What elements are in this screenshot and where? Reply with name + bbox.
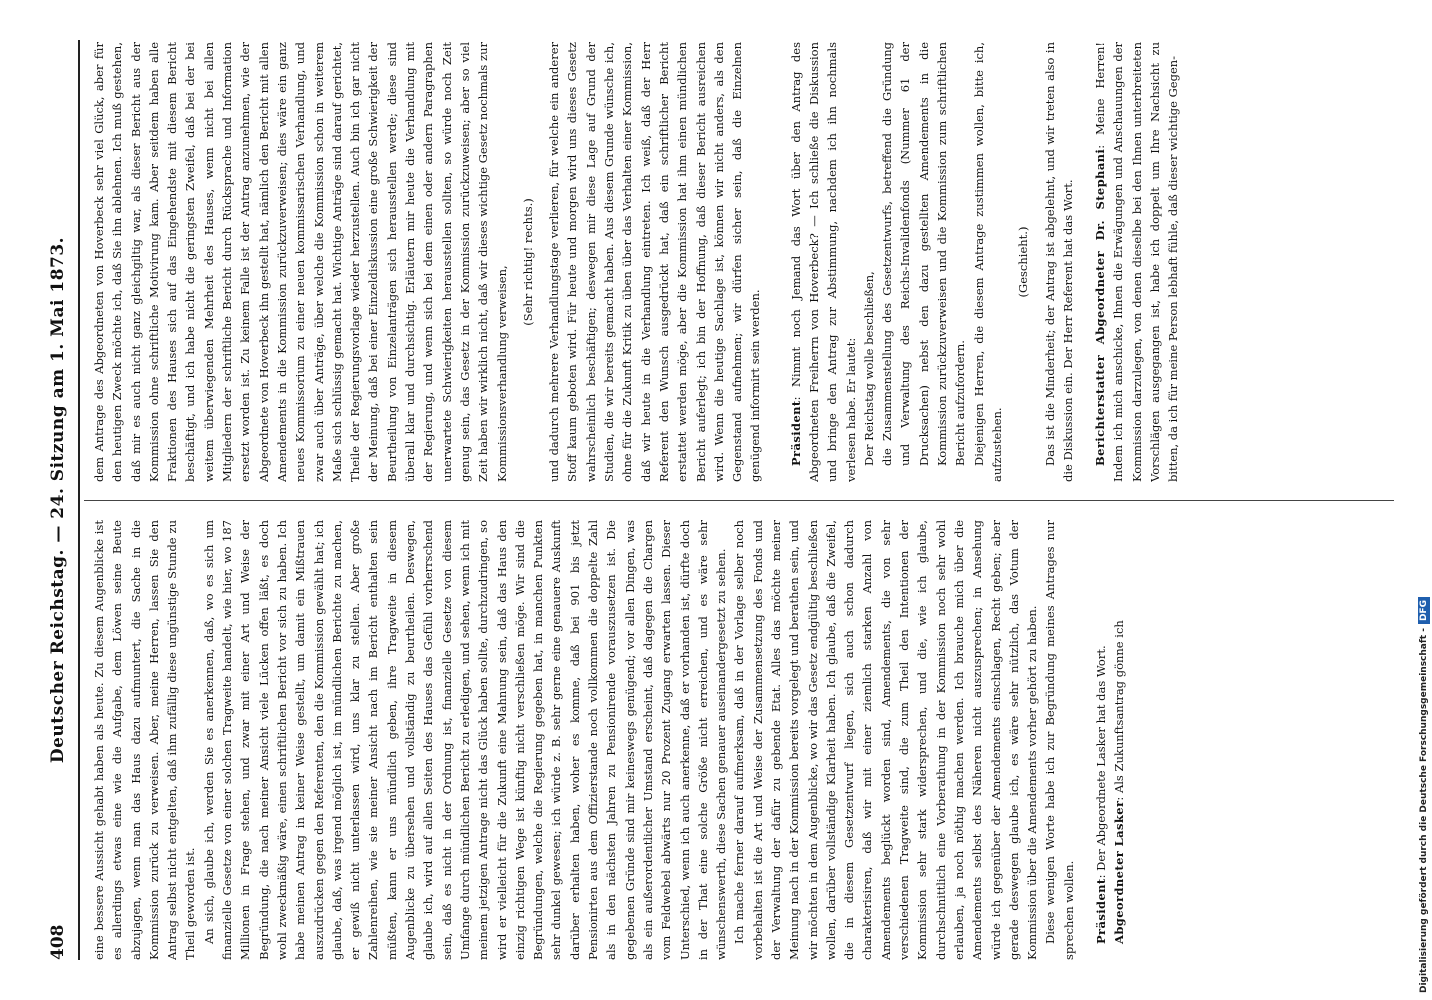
speech-text: : Der Abgeordnete Lasker hat das Wort. — [1094, 645, 1109, 879]
interjection: (Sehr richtig! rechts.) — [520, 198, 535, 326]
column-divider — [84, 500, 1394, 501]
speaker-name: Abgeordneter Lasker — [1112, 800, 1127, 944]
credit-text-wrapper — [1418, 8, 1430, 993]
speaker-paragraph — [1091, 42, 1182, 482]
paragraph: An sich, glaube ich, werden Sie es anerkennen, daß, wo es sich um finanzielle Gesetze von einer solchen Tragweite handelt, wie hier, wo 187 Millionen in Frage stehen, und zwar mit einer Art und Weise der Begründung, die nach meiner Ansicht viele Lücken offen läßt, es doch wohl zweckmäßig wäre, einen schriftlichen Bericht vor sich zu haben. Ich habe meinen Antrag in keiner Weise gestellt, um damit ein Mißtrauen auszudrücken gegen den Referenten, den die Kommission gewählt hat; ich glaube, daß, was irgend möglich ist, im mündlichen Berichte zu machen, er gewiß nicht unterlassen wird, uns klar zu stellen. Aber große Zahlenreihen, wie sie meiner Ansicht nach im Bericht enthalten sein müßten, kann er uns mündlich geben, ihre Tragweite in diesem Augenblicke zu übersehen und vollständig zu beurtheilen. Deswegen, glaube ich, wird auf allen Seiten des Hauses das Gefühl vorherrschend sein, daß es nicht in der Ordnung ist, finanzielle Gesetze von diesem Umfange durch mündlichen Bericht zu erledigen, und sehen, wenn ich mit meinem jetzigen Antrage nicht das Glück haben sollte, durchzudringen, so wird er vielleicht für die Zukunft eine Mahnung sein, daß das Haus den einzig richtigen Wege ist künftig nicht verschließen möge. Wir sind die Begründungen, welche die Regierung gegeben hat, in manchen Punkten sehr dunkel gewesen; ich würde z. B. sehr gerne eine genauere Auskunft darüber erhalten haben, woher es komme, daß bei 901 bis jetzt Pensionirten aus dem Offizierstande noch vollkommen die doppelte Zahl als in den nächsten Jahren zu Pensionirende vorauszusetzen ist. Die gegebenen Gründe sind mir keineswegs genügend; vor allen Dingen, was als ein außerordentlicher Umstand erscheint, daß dagegen die Chargen vom Feldwebel abwärts nur 20 Prozent Zugang erwarten lassen. Dieser Unterschied, wenn ich auch anerkenne, daß er vorhanden ist, dürfte doch in der That eine solche Größe nicht erreichen, und es wäre sehr wünschenswerth, diese Sachen genauer auseinandergesetzt zu sehen. — [201, 520, 729, 960]
page-title: Deutscher Reichstag. — 24. Sitzung am 1. Mai 1873. — [48, 236, 68, 764]
speaker-name: Präsident — [1094, 878, 1109, 944]
speech-text: : Meine Herren! Indem ich mich anschicke, Ihnen die Erwägungen und Anschauungen der Kommission darzulegen, von denen dieselbe bei den Ihnen unterbreiteten Vorschlägen ausgegangen ist, habe ich doppelt um Ihre Nachsicht zu bitten, da ich für meine Person lebhaft fühle, daß dieser wichtige Gegen- — [1093, 42, 1181, 482]
header-rule — [78, 40, 80, 960]
paragraph: Ich mache ferner darauf aufmerksam, daß in der Vorlage selber noch vorbehalten ist die Art und Weise der Zusammensetzung des Fonds und der Verwaltung der dafür zu gebende Etat. Alles das möchte meiner Meinung nach in der Kommission bereits vorgelegt und berathen sein, und wir möchten in dem Augenblicke, wo wir das Gesetz endgültig beschließen wollen, darüber vollständige Klarheit haben. Ich glaube, daß die Zweifel, die in diesem Gesetzentwurf liegen, sich auch schon dadurch charakterisiren, daß wir mit einer ziemlich starken Anzahl von Amendements beglückt worden sind, Amendements, die von sehr verschiedenen Tragweite sind, die zum Theil den Intentionen der Kommission sehr stark widersprechen, und die, wie ich glaube, durchschnittlich eine Vorberathung in der Kommission noch sehr wohl erlauben, ja noch nöthig machen werden. Ich brauche mich über die Amendements selbst des Näheren nicht auszusprechen; in Ansehung würde ich gegenüber der Amendements einschlagen, Recht geben; aber gerade deswegen glaube ich, es wäre sehr nützlich, das Votum der Kommission über die Amendements vorher gehört zu haben. — [732, 520, 1040, 960]
paragraph: eine bessere Aussicht gehabt haben als heute. Zu diesem Augenblicke ist es allerdings etwas eine wie die Aufgabe, dem Löwen seine Beute abzujagen, wenn man das Haus dazu aufmuntert, die Sache in die Kommission zurück zu verweisen. Aber, meine Herren, lassen Sie den Antrag selbst nicht entgelten, daß ihm zufällig diese ungünstige Stunde zu Theil geworden ist. — [92, 520, 198, 960]
motion-text: die Zusammenstellung des Gesetzentwurfs, betreffend die Gründung und Verwaltung des Reichs-Invalidenfonds (Nummer 61 der Drucksachen) nebst den dazu gestellten Amendements in die Kommission zurückzuverweisen und die Kommission zum schriftlichen Bericht aufzufordern. — [880, 42, 968, 466]
right-column — [90, 42, 1390, 482]
paragraph: Diese wenigen Worte habe ich zur Begründung meines Antrages nur sprechen wollen. — [1043, 520, 1076, 960]
page-header — [38, 40, 78, 960]
paragraph: Diejenigen Herren, die diesem Antrage zustimmen wollen, bitte ich, aufzustehen. — [971, 42, 1004, 482]
speaker-name: Berichterstatter Abgeordneter Dr. Stephani — [1093, 148, 1108, 466]
newspaper-page — [38, 40, 1398, 960]
page-number: 408 — [48, 924, 68, 960]
speaker-paragraph — [1092, 520, 1110, 960]
motion-intro: Der Reichstag wolle beschließen, — [861, 271, 876, 466]
left-column — [90, 520, 1390, 960]
speaker-paragraph — [1110, 520, 1128, 960]
paragraph: Das ist die Minderheit; der Antrag ist abgelehnt, und wir treten also in die Diskussion ein. Der Herr Referent hat das Wort. — [1042, 42, 1075, 482]
speaker-name: Präsident — [788, 400, 803, 466]
credit-text: Digitalisierung gefördert durch die Deutsche Forschungsgemeinschaft - — [1419, 628, 1429, 993]
interjection: (Geschieht.) — [1016, 226, 1031, 298]
speech-text: : Nimmt noch Jemand das Wort über den Antrag des Abgeordneten Freiherrn von Hoverbeck? — Ich schließe die Diskussion und bringe den Antrag zur Abstimmung, nachdem ich ihn nochmals verlesen habe. Er lautet: — [788, 42, 858, 482]
speaker-paragraph — [787, 42, 860, 482]
dfg-logo: DFG — [1418, 597, 1430, 624]
paragraph: dem Antrage des Abgeordneten von Hoverbeck sehr viel Glück, aber für den heutigen Zweck möchte ich, daß Sie ihn ablehnen. Ich muß gestehen, daß mir es auch nicht ganz gleichgiltig war, als dieser Bericht aus der Kommission ohne schriftliche Motivirung kam. Aber seitdem haben alle Fraktionen des Hauses sich auf das Eingehendste mit diesem Bericht beschäftigt, und ich habe nicht die geringsten Zweifel, daß bei der bei weitem überwiegenden Mehrheit des Hauses, wenn nicht bei allen Mitgliedern der schriftliche Bericht durch Rücksprache und Information ersetzt worden ist. Zu keinem Falle ist der Antrag anzunehmen, wie der Abgeordnete von Hoverbeck ihn gestellt hat, nämlich den Bericht mit allen Amendements in die Kommission zurückzuverweisen; dies wäre ein ganz neues Kommissorium zu einer neuen kommissarischen Verhandlung, und zwar auch über Anträge, über welche die Kommission schon in weiterem Maße sich schlüssig gemacht hat. Wichtige Anträge sind darauf gerichtet, Theile der Regierungsvorlage wieder herzustellen. Auch bin ich gar nicht der Meinung, daß bei einer Einzeldiskussion eine große Schwierigkeit der Beurtheilung von Einzelanträgen sich herausstellen werde; diese sind überall klar und durchsichtig. Erläutern mir heute die Verhandlung mit der Regierung, und wenn sich bei dem einen oder andern Paragraphen unerwartete Schwierigkeiten herausstellen sollten, so würde noch Zeit genug sein, das Gesetz in der Kommission zurückzuweisen; aber so viel Zeit haben wir wirklich nicht, daß wir dieses wichtige Gesetz nochmals zur Kommissionsverhandlung verweisen, — [92, 42, 509, 482]
paragraph: und dadurch mehrere Verhandlungstage verlieren, für welche ein anderer Stoff kaum geboten wird. Für heute und morgen wird uns dieses Gesetz wahrscheinlich beschäftigen; deswegen mir diese Lage auf Grund der Studien, die wir bereits gemacht haben. Aus diesem Grunde wünsche ich, ohne für die Zukunft Kritik zu üben über das Verhalten einer Kommission, daß wir heute in die Verhandlung eintreten. Ich weiß, daß der Herr Referent den Wunsch ausgedrückt hat, daß ein schriftlicher Bericht erstattet werden möge, aber die Kommission hat ihm einen mündlichen Bericht auferlegt; ich bin der Hoffnung, daß dieser Bericht ausreichen wird. Wenn die heutige Sachlage ist, können wir nicht anders, als den Gegenstand aufnehmen; wir dürfen sicher sein, daß die Einzelnen genügend informirt sein werden. — [547, 42, 763, 482]
digitization-credit — [1418, 8, 1430, 993]
spacer — [765, 42, 787, 482]
speech-text: : Als Zukunftsantrag gönne ich — [1112, 620, 1127, 801]
